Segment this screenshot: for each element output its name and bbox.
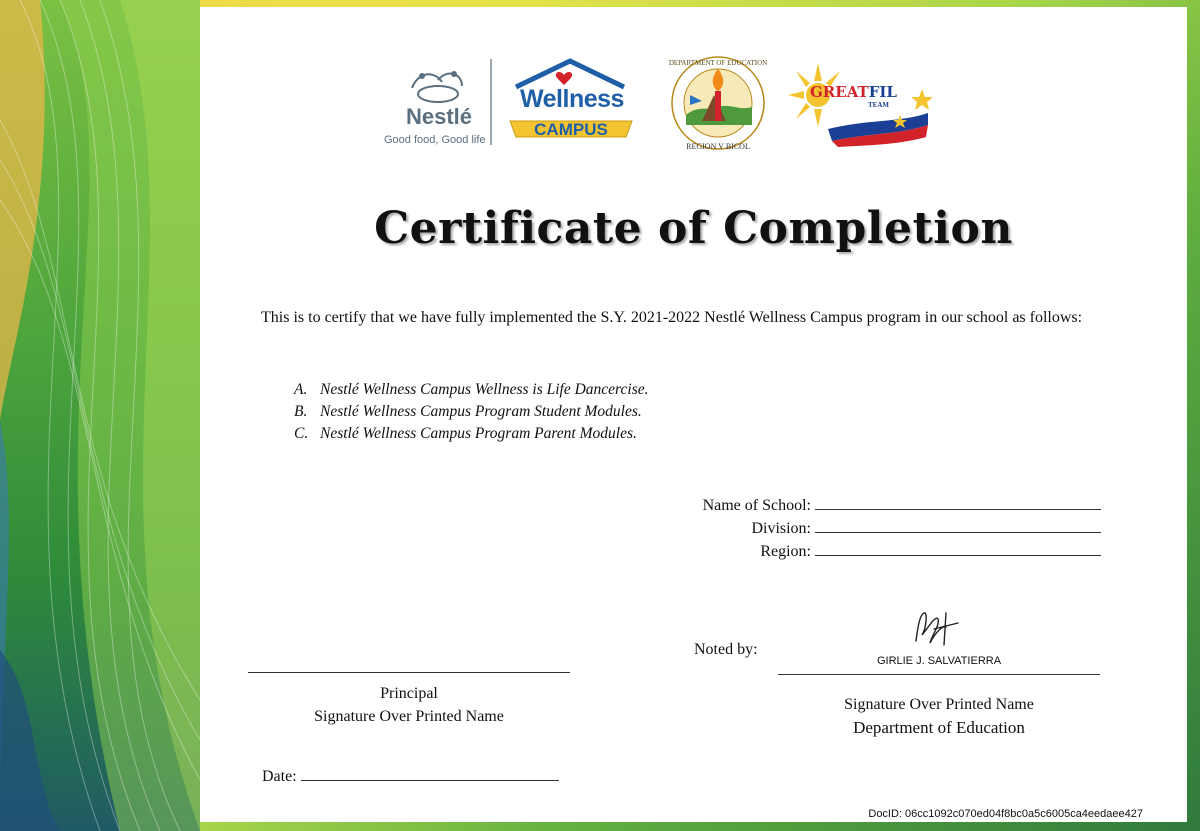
school-info-fields (703, 494, 1101, 563)
program-list (294, 379, 649, 445)
deped-official-name: GIRLIE J. SALVATIERRA (876, 655, 1002, 667)
nestle-tagline: Good food, Good life (384, 134, 486, 146)
division-blank[interactable] (815, 518, 1101, 533)
principal-signature-block (248, 682, 570, 728)
deped-signature-line (778, 674, 1100, 675)
date-blank[interactable] (301, 767, 559, 781)
region-field: Region: (703, 540, 1101, 563)
greatfil-team-logo (788, 59, 932, 147)
campus-wordmark: CAMPUS (534, 120, 608, 139)
deped-region-v-seal (662, 55, 774, 159)
nestle-wordmark: Nestlé (406, 104, 473, 129)
principal-role: Principal (380, 685, 438, 702)
handwritten-signature (906, 605, 962, 653)
school-name-blank[interactable] (815, 495, 1101, 510)
logo-divider (490, 59, 492, 145)
region-blank[interactable] (815, 541, 1101, 556)
greatfil-wordmark: GREATFIL (810, 83, 897, 101)
deped-department: Department of Education (853, 718, 1025, 737)
certificate-page (200, 7, 1187, 822)
list-item: C. Nestlé Wellness Campus Program Parent Modules. (294, 425, 637, 442)
deped-caption: Signature Over Printed Name (844, 696, 1034, 713)
document-id: DocID: 06cc1092c070ed04f8bc0a5c6005ca4eedaee427 (868, 808, 1143, 820)
certificate-title: Certificate of Completion (374, 203, 1013, 254)
wellness-wordmark: Wellness (520, 85, 624, 113)
principal-signature-line[interactable] (248, 672, 570, 673)
principal-caption: Signature Over Printed Name (314, 708, 504, 725)
philippine-sun-icon (788, 59, 932, 147)
intro-paragraph: This is to certify that we have fully implemented the S.Y. 2021-2022 Nestlé Wellness Campus program in our school as follows: (261, 309, 1083, 326)
list-item: B. Nestlé Wellness Campus Program Student Modules. (294, 403, 642, 420)
division-field: Division: (703, 517, 1101, 540)
decorative-side-panel (0, 0, 200, 831)
date-field: Date: (262, 767, 559, 786)
greatfil-team-text: TEAM (868, 101, 889, 109)
wellness-campus-logo (506, 55, 636, 147)
wave-pattern (0, 0, 200, 831)
logo-strip (378, 55, 938, 165)
list-item: A. Nestlé Wellness Campus Wellness is Life Dancercise. (294, 381, 649, 398)
school-name-field: Name of School: (703, 494, 1101, 517)
deped-signature-block (778, 693, 1100, 739)
noted-by-label: Noted by: (694, 641, 758, 658)
nestle-logo (378, 60, 498, 150)
deped-ring-text: DEPARTMENT OF EDUCATION (668, 59, 768, 67)
deped-region-text: REGION V BICOL (686, 142, 750, 151)
